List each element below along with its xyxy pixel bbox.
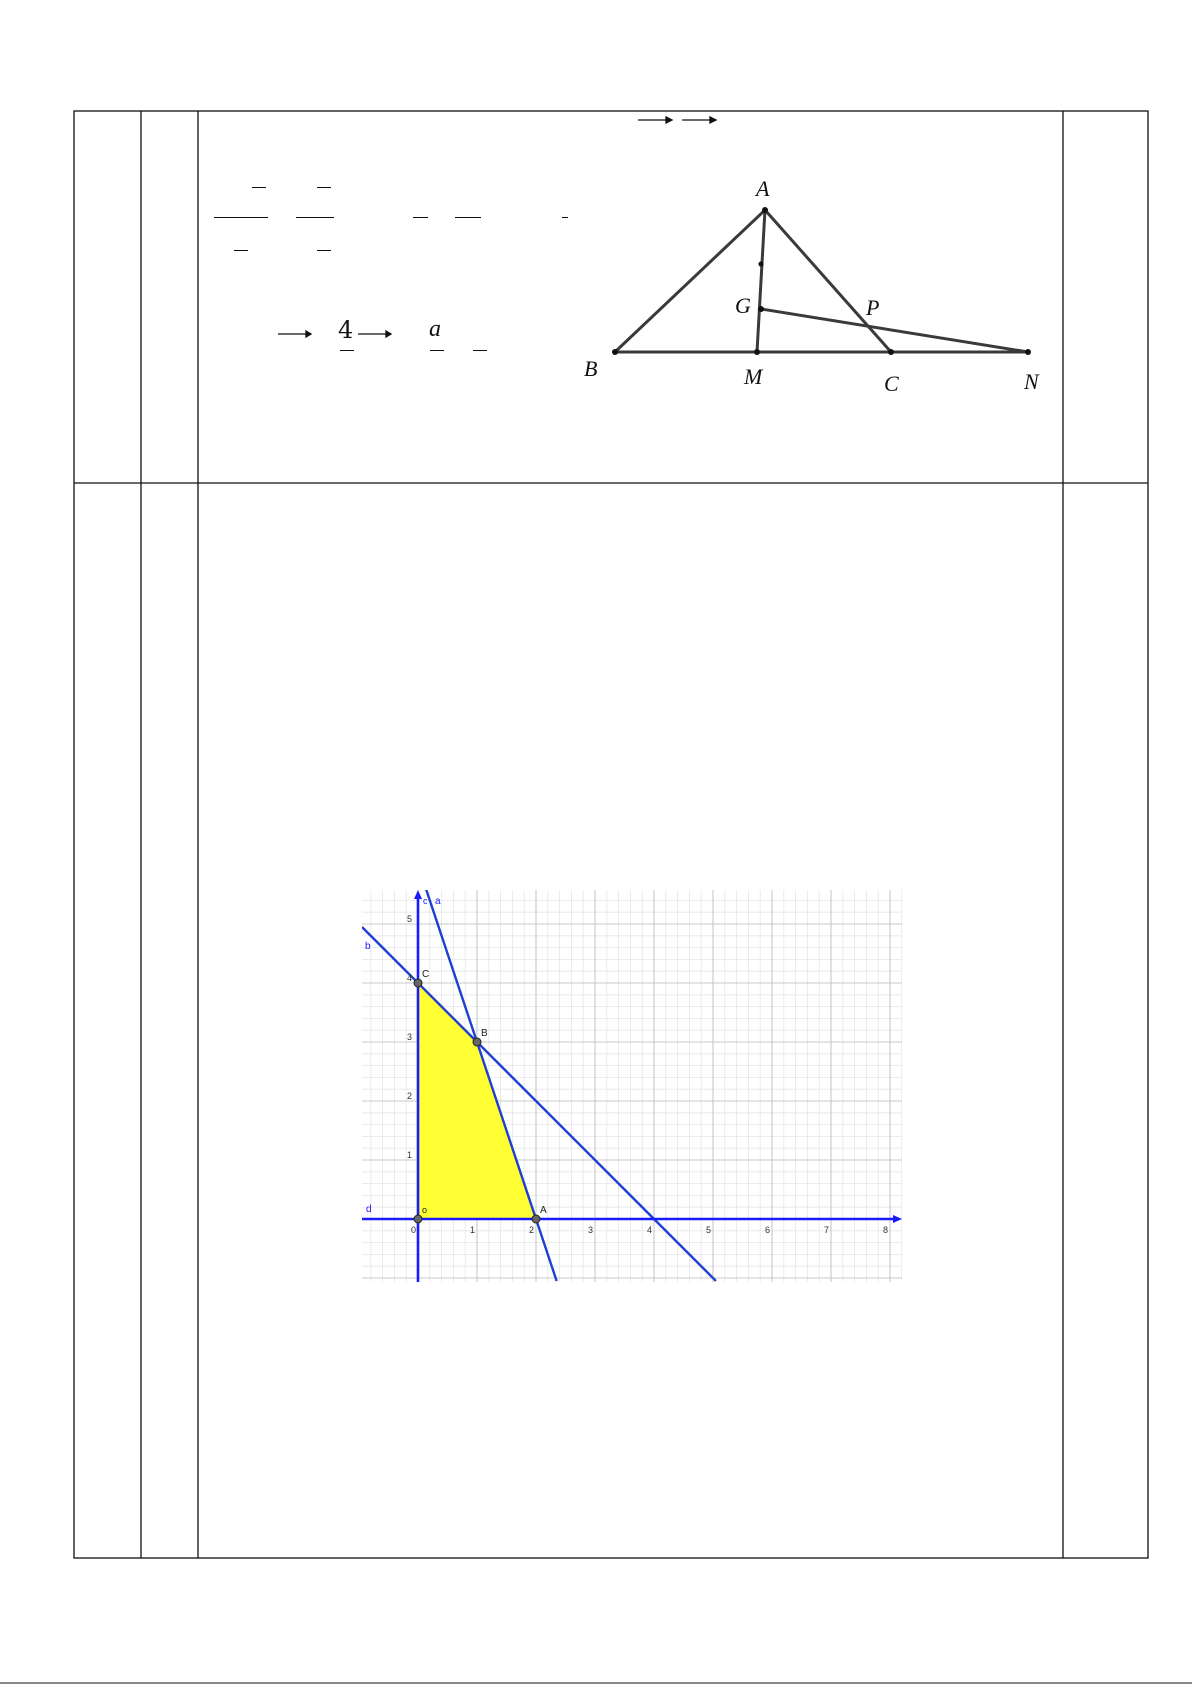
label-point-a: A (540, 1205, 547, 1216)
x-tick-label: 7 (824, 1225, 830, 1235)
formula-variable: a (429, 316, 441, 342)
x-tick-label: 5 (706, 1225, 712, 1235)
label-g: G (735, 293, 751, 318)
label-m: M (744, 364, 763, 389)
fraction-bar (317, 187, 331, 188)
y-axis-arrow (414, 890, 422, 899)
label-point-b: B (481, 1028, 488, 1039)
segment-gn (761, 309, 1028, 352)
fraction-bar (317, 250, 331, 251)
y-tick-labels (407, 914, 412, 1160)
fraction-bar (340, 350, 354, 351)
point-mid (758, 261, 763, 266)
point-g (758, 306, 764, 312)
x-axis-arrow (893, 1215, 902, 1223)
label-b: B (584, 356, 598, 381)
fraction-bar (214, 217, 268, 218)
x-tick-label: 8 (883, 1225, 889, 1235)
fraction-bar (430, 350, 444, 351)
fraction-bar (252, 187, 266, 188)
label-line-d: d (366, 1204, 372, 1215)
x-tick-label: 1 (470, 1225, 476, 1235)
segment-ac (765, 210, 891, 352)
label-line-c: c (423, 896, 428, 906)
vector-arrows (632, 112, 722, 126)
x-tick-label: 6 (765, 1225, 771, 1235)
y-tick-label: 3 (407, 1032, 413, 1042)
label-line-a: a (435, 896, 441, 907)
label-point-c: C (422, 969, 430, 980)
coordinate-graph (362, 890, 902, 1282)
fraction-bar (455, 217, 481, 218)
point-o (414, 1215, 422, 1223)
point-c (414, 979, 422, 987)
x-tick-label: 4 (647, 1225, 653, 1235)
triangle-figure (580, 170, 1050, 400)
x-tick-label: 2 (529, 1225, 535, 1235)
point-a (532, 1215, 540, 1223)
y-tick-label: 4 (407, 973, 413, 983)
point-m (754, 349, 760, 355)
fraction-bar (234, 250, 248, 251)
point-n (1025, 349, 1031, 355)
x-tick-label: 0 (411, 1225, 417, 1235)
formula-vector-arrows (276, 325, 396, 341)
label-c: C (884, 371, 899, 396)
x-tick-labels (411, 1225, 888, 1235)
segment-am (757, 210, 765, 352)
point-c (888, 349, 894, 355)
y-tick-label: 2 (407, 1091, 413, 1101)
fraction-bar (473, 350, 487, 351)
formula-number: 4 (338, 316, 354, 344)
point-a (762, 207, 768, 213)
segment-ab (615, 210, 765, 352)
point-b (473, 1038, 481, 1046)
label-p: P (866, 295, 880, 320)
fraction-bar (413, 217, 428, 218)
label-a: A (756, 176, 770, 201)
fraction-bar (296, 217, 334, 218)
fraction-bar (562, 217, 568, 218)
label-point-o: o (422, 1205, 428, 1215)
y-tick-label: 5 (407, 914, 413, 924)
y-tick-label: 1 (407, 1150, 413, 1160)
label-n: N (1024, 369, 1039, 394)
point-b (612, 349, 618, 355)
label-line-b: b (365, 941, 371, 952)
x-tick-label: 3 (588, 1225, 594, 1235)
